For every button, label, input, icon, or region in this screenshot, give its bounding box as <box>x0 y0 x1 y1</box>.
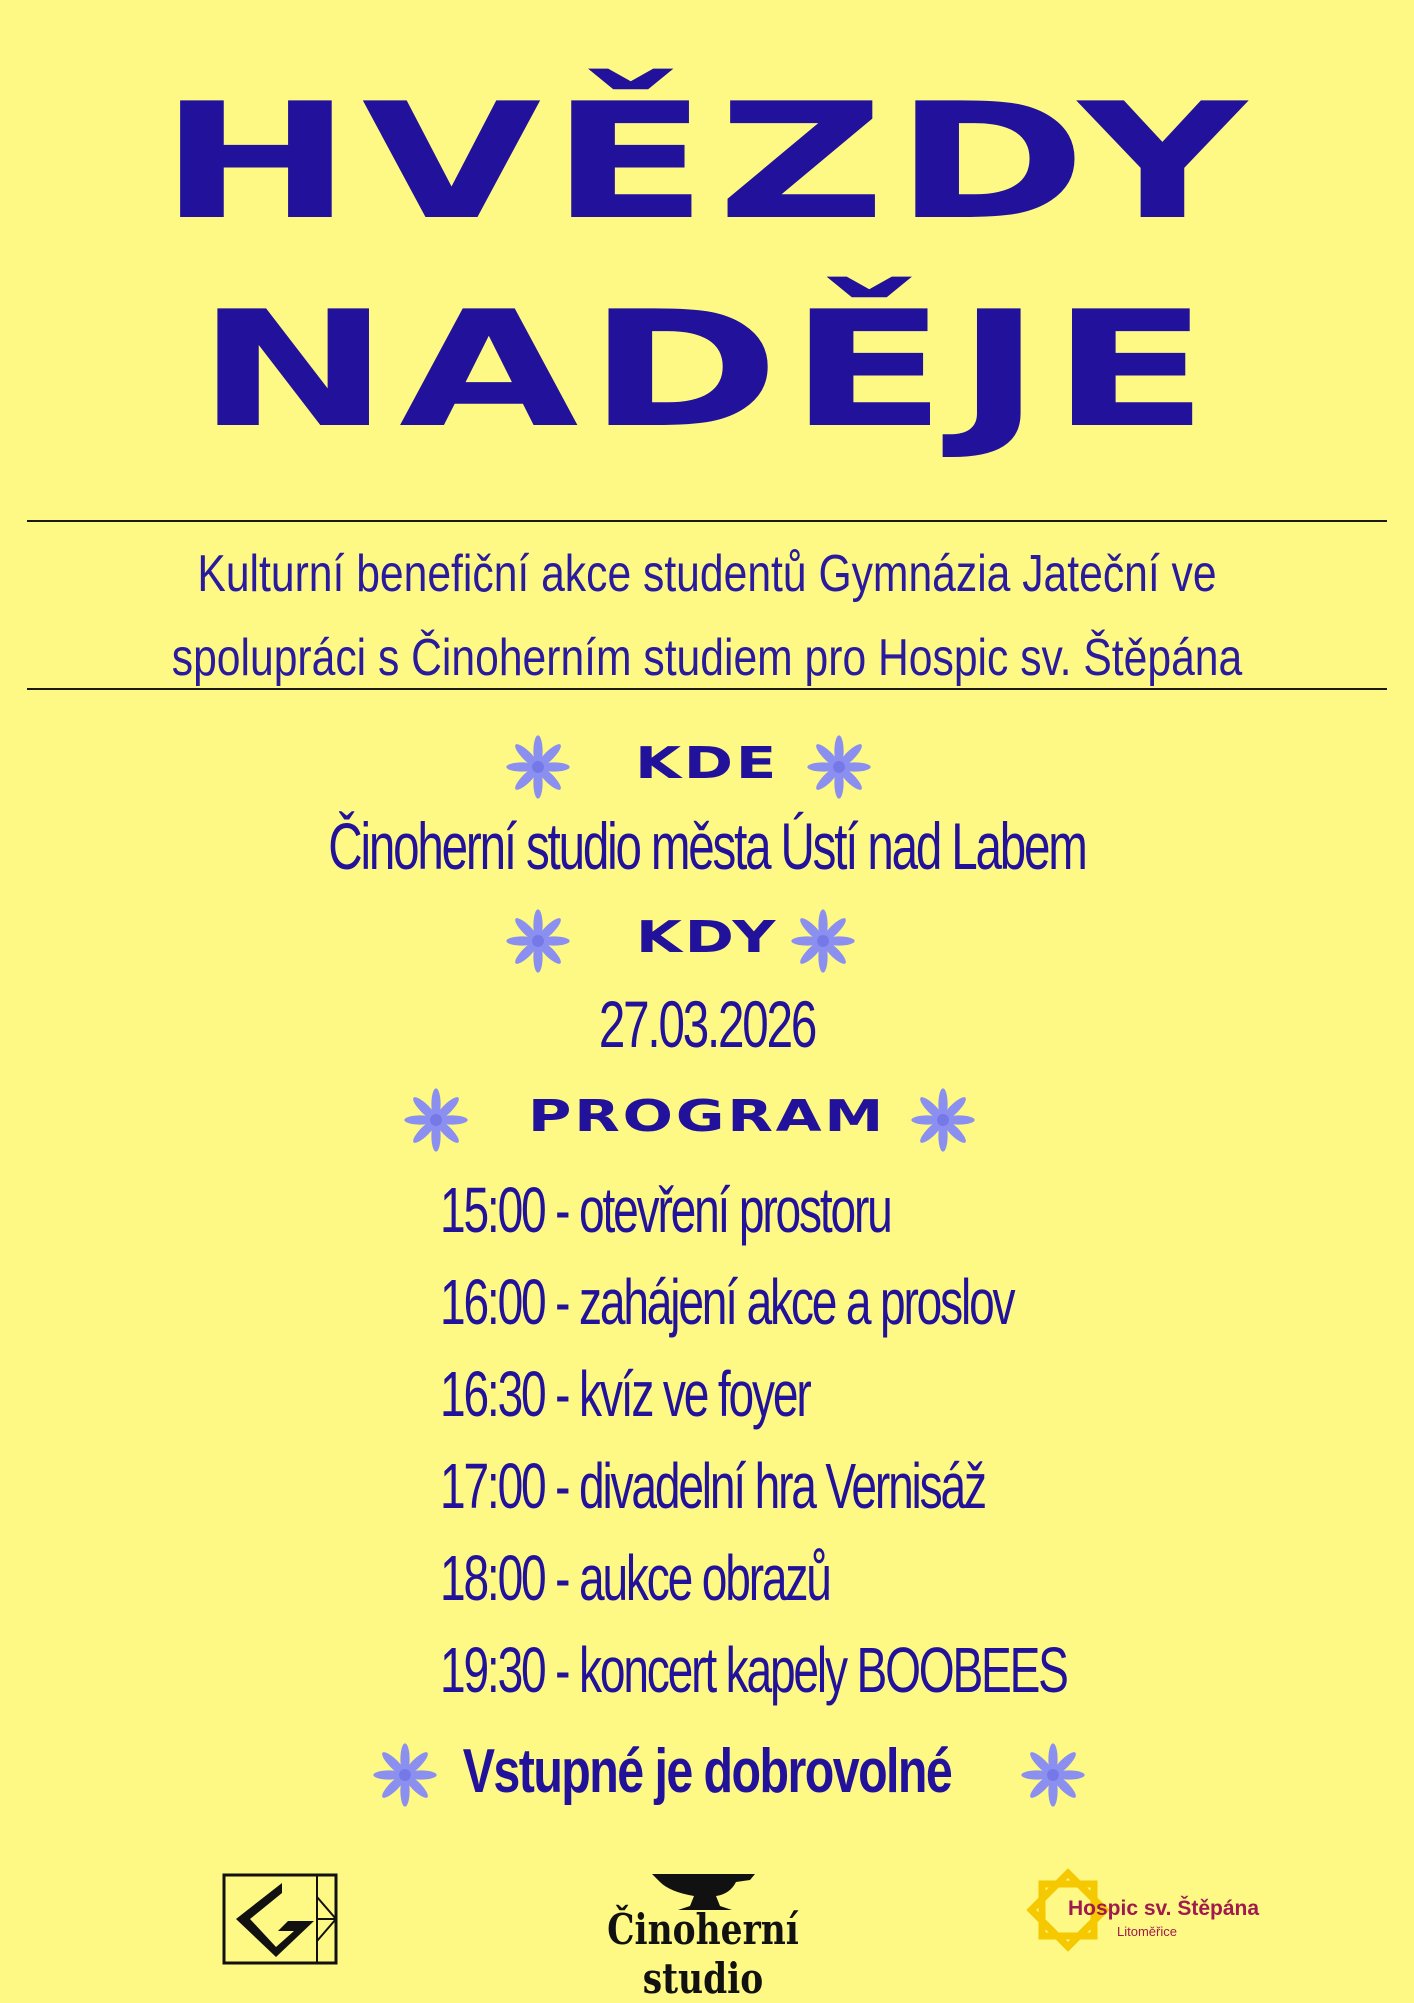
star-icon <box>790 908 856 974</box>
title-line-1: HVĚZDY <box>158 68 1256 255</box>
cinoherni-studio-logo-text: Činoherní studio <box>607 1905 799 2003</box>
program-heading: PROGRAM <box>527 1091 887 1142</box>
hospic-logo-city: Litoměřice <box>1117 1924 1177 1939</box>
where-heading: KDE <box>634 738 780 789</box>
star-icon <box>806 734 872 800</box>
star-icon <box>910 1087 976 1153</box>
program-item: 16:30 - kvíz ve foyer <box>440 1358 810 1430</box>
title-line-2: NADĚJE <box>196 276 1218 463</box>
program-item: 19:30 - koncert kapely BOOBEES <box>440 1634 1067 1706</box>
program-item: 16:00 - zahájení akce a proslov <box>440 1266 1014 1338</box>
where-value: Činoherní studio města Ústí nad Labem <box>328 809 1086 883</box>
program-item: 17:00 - divadelní hra Vernisáž <box>440 1450 985 1522</box>
subtitle <box>127 532 1286 700</box>
star-icon <box>1020 1742 1086 1808</box>
hospic-logo-name: Hospic sv. Štěpána <box>1068 1897 1260 1920</box>
program-item: 15:00 - otevření prostoru <box>440 1174 891 1246</box>
subtitle-line-2: spolupráci s Činoherním studiem pro Hospic sv. Štěpána <box>171 629 1243 687</box>
divider-bottom <box>27 688 1387 690</box>
subtitle-line-1: Kulturní benefiční akce studentů Gymnázia Jateční ve <box>197 545 1217 603</box>
admission-note: Vstupné je dobrovolné <box>462 1737 952 1806</box>
program-item: 18:00 - aukce obrazů <box>440 1542 830 1614</box>
gymnazium-logo-icon <box>222 1873 338 1965</box>
when-heading: KDY <box>635 912 779 963</box>
divider-top <box>27 520 1387 522</box>
when-value: 27.03.2026 <box>598 987 816 1061</box>
